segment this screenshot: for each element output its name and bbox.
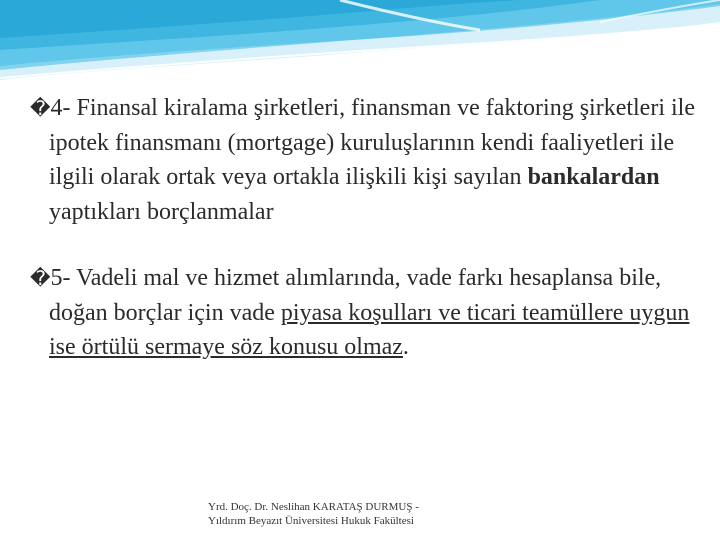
footer-credit [208, 500, 419, 528]
item4-text: 4- Finansal kiralama şirketleri, finansman ve faktoring şirketleri ile ipotek finansmanı (mortgage) kuruluşlarının kendi faaliyetleri ile ilgili olarak ortak veya ortakla ilişkili kişi sayılan [49, 95, 695, 190]
item5-underlined-text: piyasa koşulları ve ticari teamüllere uygun ise örtülü sermaye söz konusu olmaz [49, 299, 690, 360]
bullet-icon: � [30, 96, 51, 120]
bullet-icon: � [30, 266, 51, 290]
header-wave-decoration [0, 0, 720, 90]
item5-text-end: . [402, 334, 409, 360]
item4-bold-text: bankalardan [527, 164, 660, 190]
item5-text: 5- Vadeli mal ve hizmet alımlarında, vade farkı hesaplansa bile, doğan borçlar için vade [49, 265, 662, 326]
item4-text-end: yaptıkları borçlanmalar [49, 198, 274, 225]
footer-institution: Yıldırım Beyazıt Üniversitesi Hukuk Fakültesi [208, 515, 414, 527]
bullet-item-4 [30, 91, 699, 229]
footer-author: Yrd. Doç. Dr. Neslihan KARATAŞ DURMUŞ - [208, 501, 419, 513]
bullet-item-5 [30, 261, 699, 365]
